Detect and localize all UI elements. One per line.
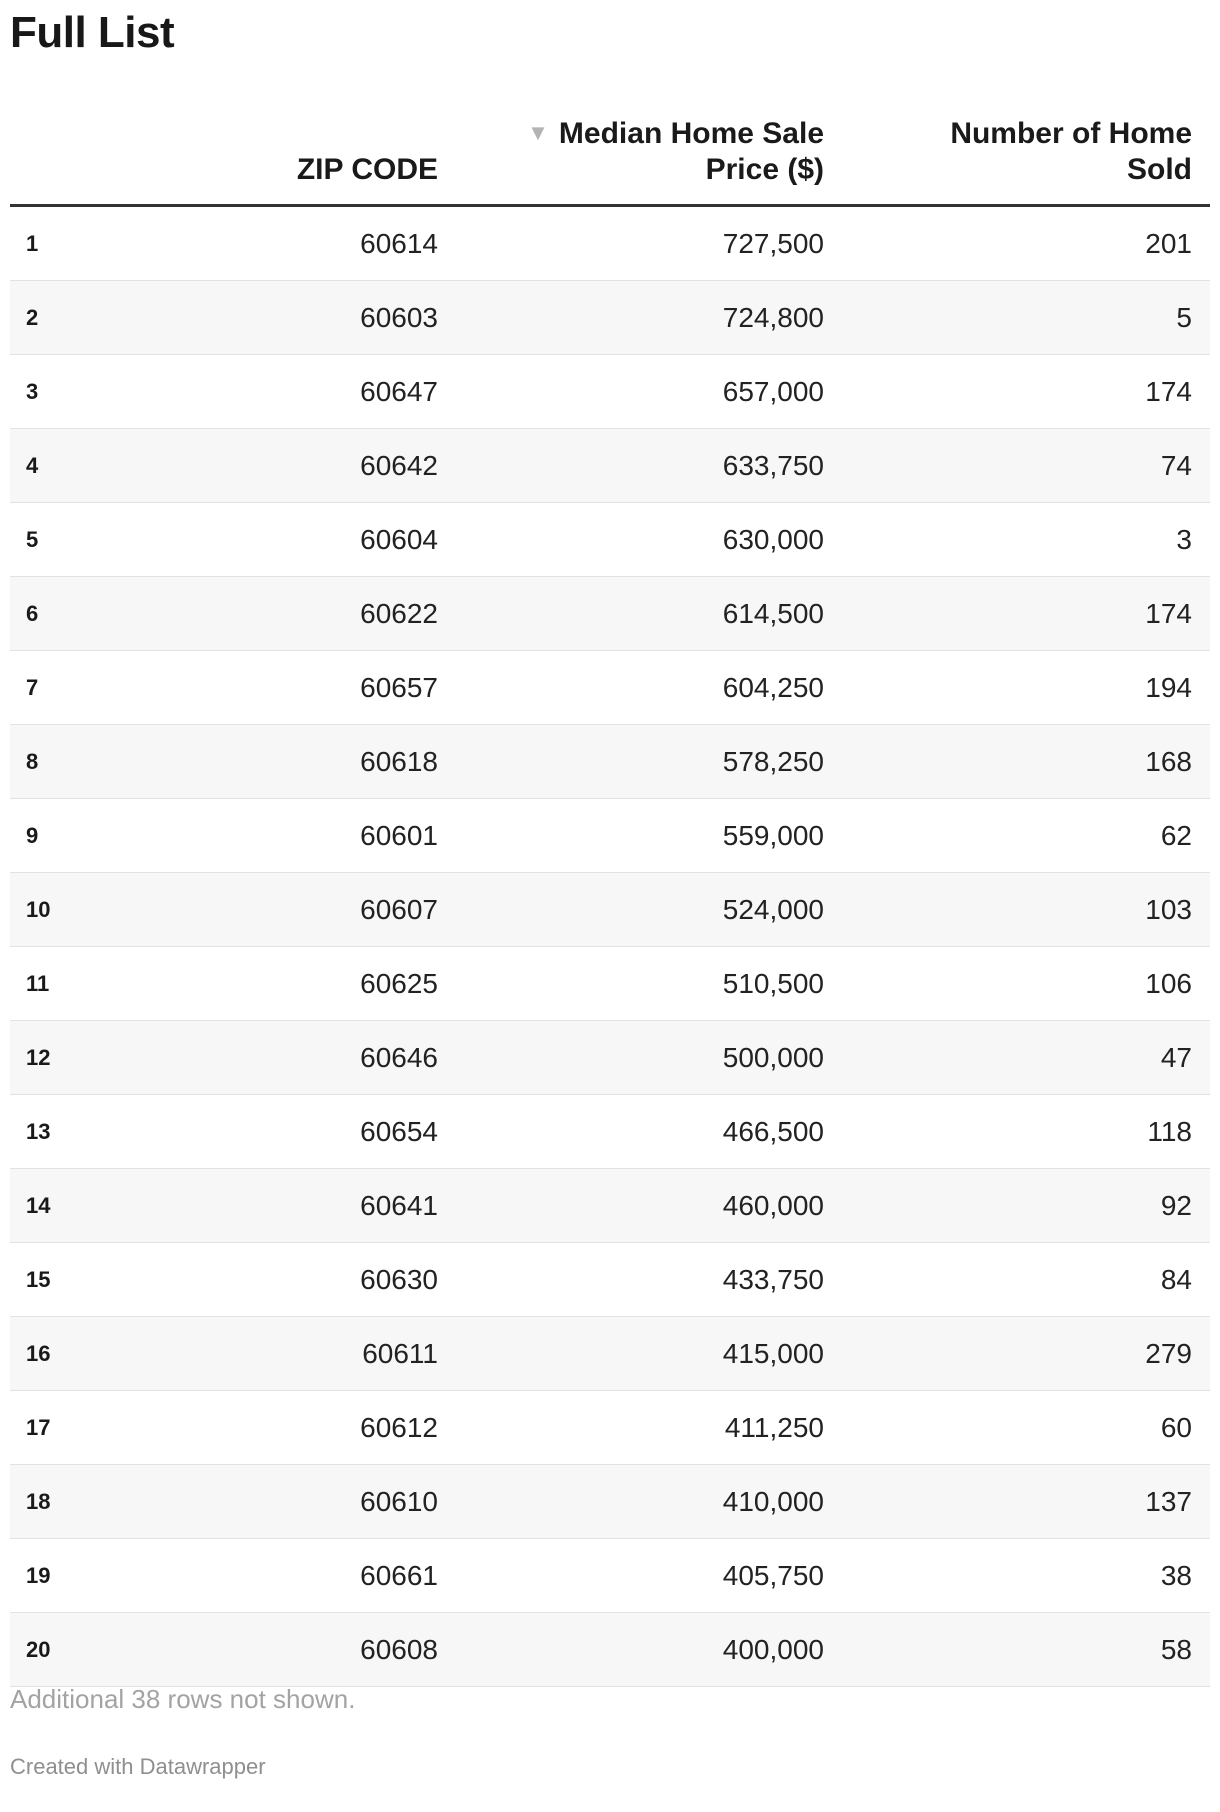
- row-rank: 20: [26, 1637, 51, 1662]
- column-header-label: Sold: [1127, 153, 1192, 186]
- median-price-cell: 727,500: [722, 228, 824, 259]
- data-table: [10, 106, 1210, 1687]
- zip-code-cell: 60654: [360, 1116, 438, 1147]
- table-row: [10, 1391, 1210, 1465]
- row-rank: 16: [26, 1341, 51, 1366]
- chart-title: Full List: [10, 8, 175, 57]
- median-price-cell: 411,250: [724, 1412, 824, 1443]
- median-price-cell: 559,000: [722, 820, 824, 851]
- zip-code-cell: 60601: [360, 820, 438, 851]
- row-rank: 8: [26, 749, 39, 774]
- row-rank: 1: [26, 231, 39, 256]
- table-row: [10, 429, 1210, 503]
- table-row: [10, 1169, 1210, 1243]
- homes-sold-cell: 47: [1160, 1042, 1192, 1073]
- column-header-label: ZIP CODE: [296, 153, 438, 186]
- table-row: [10, 1021, 1210, 1095]
- homes-sold-cell: 174: [1145, 598, 1192, 629]
- sort-descending-icon: ▼: [527, 120, 549, 145]
- homes-sold-cell: 174: [1145, 376, 1192, 407]
- homes-sold-cell: 38: [1160, 1560, 1192, 1591]
- zip-code-cell: 60641: [360, 1190, 438, 1221]
- homes-sold-cell: 3: [1176, 524, 1192, 555]
- homes-sold-cell: 74: [1160, 450, 1192, 481]
- table-row: [10, 281, 1210, 355]
- zip-code-cell: 60603: [360, 302, 438, 333]
- homes-sold-cell: 118: [1147, 1116, 1192, 1147]
- median-price-cell: 410,000: [722, 1486, 824, 1517]
- row-rank: 14: [26, 1193, 51, 1218]
- zip-code-cell: 60611: [362, 1338, 438, 1369]
- zip-code-cell: 60646: [360, 1042, 438, 1073]
- table-body: [10, 207, 1210, 1687]
- zip-code-cell: 60618: [360, 746, 438, 777]
- median-price-cell: 657,000: [722, 376, 824, 407]
- column-header-label: Number of Home: [950, 117, 1192, 150]
- median-price-cell: 510,500: [722, 968, 824, 999]
- homes-sold-cell: 92: [1160, 1190, 1192, 1221]
- table-row: [10, 503, 1210, 577]
- table-row: [10, 1317, 1210, 1391]
- median-price-cell: 724,800: [722, 302, 824, 333]
- homes-sold-cell: 103: [1145, 894, 1192, 925]
- homes-sold-cell: 137: [1145, 1486, 1192, 1517]
- table-row: [10, 873, 1210, 947]
- median-price-cell: 524,000: [722, 894, 824, 925]
- row-rank: 18: [26, 1489, 51, 1514]
- homes-sold-cell: 106: [1145, 968, 1192, 999]
- median-price-cell: 604,250: [722, 672, 824, 703]
- median-price-cell: 614,500: [722, 598, 824, 629]
- median-price-cell: 400,000: [722, 1634, 824, 1665]
- row-rank: 13: [26, 1119, 51, 1144]
- zip-code-cell: 60622: [360, 598, 438, 629]
- row-rank: 17: [26, 1415, 51, 1440]
- table-row: [10, 207, 1210, 281]
- row-rank: 3: [26, 379, 39, 404]
- table-header: [10, 106, 1210, 207]
- homes-sold-cell: 5: [1176, 302, 1192, 333]
- rows-not-shown-note: Additional 38 rows not shown.: [10, 1684, 356, 1714]
- row-rank: 4: [26, 453, 39, 478]
- median-price-cell: 433,750: [722, 1264, 824, 1295]
- zip-code-cell: 60604: [360, 524, 438, 555]
- homes-sold-cell: 58: [1160, 1634, 1192, 1665]
- median-price-cell: 633,750: [722, 450, 824, 481]
- median-price-cell: 405,750: [722, 1560, 824, 1591]
- zip-code-cell: 60657: [360, 672, 438, 703]
- homes-sold-cell: 62: [1160, 820, 1192, 851]
- table-row: [10, 1095, 1210, 1169]
- table-row: [10, 355, 1210, 429]
- zip-code-cell: 60608: [360, 1634, 438, 1665]
- median-price-cell: 578,250: [722, 746, 824, 777]
- row-rank: 12: [26, 1045, 51, 1070]
- table-row: [10, 725, 1210, 799]
- row-rank: 5: [26, 527, 39, 552]
- row-rank: 2: [26, 305, 39, 330]
- zip-code-cell: 60614: [360, 228, 438, 259]
- median-price-cell: 630,000: [722, 524, 824, 555]
- zip-code-cell: 60625: [360, 968, 438, 999]
- row-rank: 19: [26, 1563, 51, 1588]
- row-rank: 7: [26, 675, 39, 700]
- homes-sold-cell: 60: [1160, 1412, 1192, 1443]
- table-row: [10, 1613, 1210, 1687]
- column-header-label: Price ($): [705, 153, 824, 186]
- table-row: [10, 799, 1210, 873]
- row-rank: 6: [26, 601, 39, 626]
- zip-code-cell: 60607: [360, 894, 438, 925]
- median-price-cell: 415,000: [722, 1338, 824, 1369]
- median-price-cell: 460,000: [722, 1190, 824, 1221]
- row-rank: 10: [26, 897, 51, 922]
- zip-code-cell: 60630: [360, 1264, 438, 1295]
- table-row: [10, 577, 1210, 651]
- datawrapper-credit[interactable]: Created with Datawrapper: [10, 1754, 266, 1779]
- row-rank: 11: [26, 971, 50, 996]
- median-price-cell: 500,000: [722, 1042, 824, 1073]
- table-row: [10, 947, 1210, 1021]
- homes-sold-cell: 201: [1145, 228, 1192, 259]
- column-header-homes-sold[interactable]: [10, 116, 1192, 188]
- homes-sold-cell: 84: [1160, 1264, 1192, 1295]
- homes-sold-cell: 168: [1145, 746, 1192, 777]
- homes-sold-cell: 279: [1145, 1338, 1192, 1369]
- table-row: [10, 1539, 1210, 1613]
- row-rank: 9: [26, 823, 39, 848]
- zip-code-cell: 60642: [360, 450, 438, 481]
- table-row: [10, 1465, 1210, 1539]
- zip-code-cell: 60647: [360, 376, 438, 407]
- table-row: [10, 1243, 1210, 1317]
- column-header-label: Median Home Sale: [558, 117, 824, 150]
- zip-code-cell: 60610: [360, 1486, 438, 1517]
- zip-code-cell: 60612: [360, 1412, 438, 1443]
- table-row: [10, 651, 1210, 725]
- homes-sold-cell: 194: [1145, 672, 1192, 703]
- zip-code-cell: 60661: [360, 1560, 438, 1591]
- row-rank: 15: [26, 1267, 51, 1292]
- median-price-cell: 466,500: [722, 1116, 824, 1147]
